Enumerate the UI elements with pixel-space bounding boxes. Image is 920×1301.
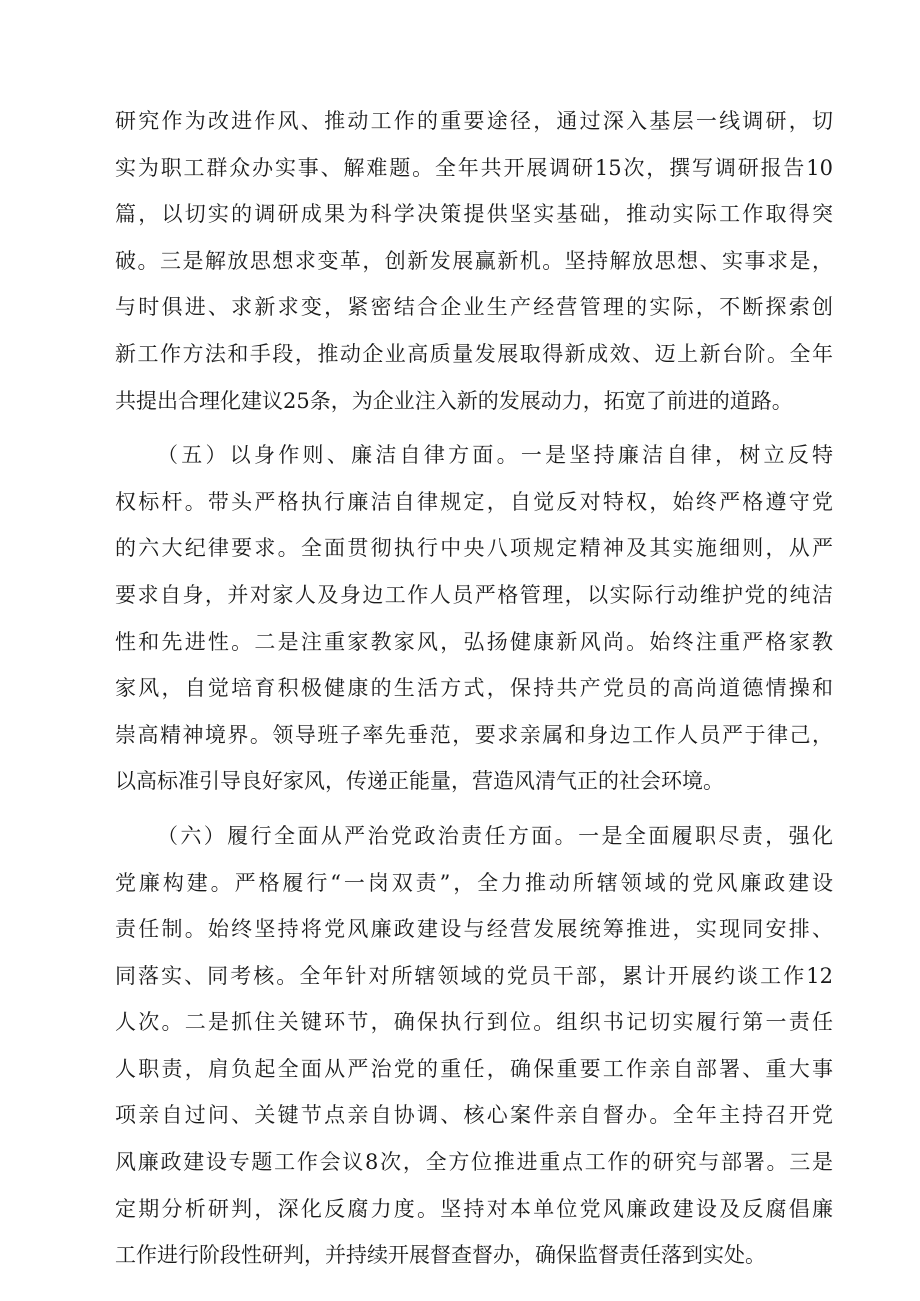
paragraph-integrity (115, 432, 833, 805)
text-line: 风廉政建设专题工作会议8次，全方位推进重点工作的研究与部署。三是 (115, 1150, 833, 1175)
text-line: 工作进行阶段性研判，并持续开展督查督办，确保监督责任落到实处。 (115, 1243, 766, 1268)
text-line: 人职责，肩负起全面从严治党的重任，确保重要工作亲自部署、重大事 (115, 1056, 833, 1081)
text-line: 的六大纪律要求。全面贯彻执行中央八项规定精神及其实施细则，从严 (115, 536, 833, 561)
text-line: 党廉构建。严格履行“一岗双责”，全力推动所辖领域的党风廉政建设 (115, 870, 833, 895)
text-line: 共提出合理化建议25条，为企业注入新的发展动力，拓宽了前进的道路。 (115, 388, 793, 413)
text-line: 实为职工群众办实事、解难题。全年共开展调研15次，撰写调研报告10 (115, 155, 833, 180)
text-line: 定期分析研判，深化反腐力度。坚持对本单位党风廉政建设及反腐倡廉 (115, 1196, 833, 1221)
text-line: 以高标准引导良好家风，传递正能量，营造风清气正的社会环境。 (115, 769, 724, 794)
text-line: 责任制。始终坚持将党风廉政建设与经营发展统筹推进，实现同安排、 (115, 917, 833, 942)
text-line: （五）以身作则、廉洁自律方面。一是坚持廉洁自律，树立反特 (157, 443, 833, 468)
text-line: 人次。二是抓住关键环节，确保执行到位。组织书记切实履行第一责任 (115, 1010, 833, 1035)
text-line: 篇，以切实的调研成果为科学决策提供坚实基础，推动实际工作取得突 (115, 202, 833, 227)
text-line: 同落实、同考核。全年针对所辖领域的党员干部，累计开展约谈工作12 (115, 963, 833, 988)
text-line: 与时俱进、求新求变，紧密结合企业生产经营管理的实际，不断探索创 (115, 295, 833, 320)
text-line: 新工作方法和手段，推动企业高质量发展取得新成效、迈上新台阶。全年 (115, 341, 833, 366)
text-line: 项亲自过问、关键节点亲自协调、核心案件亲自督办。全年主持召开党 (115, 1103, 833, 1128)
body-text (115, 98, 833, 1279)
text-line: 要求自身，并对家人及身边工作人员严格管理，以实际行动维护党的纯洁 (115, 582, 833, 607)
text-line: 权标杆。带头严格执行廉洁自律规定，自觉反对特权，始终严格遵守党 (115, 489, 833, 514)
text-line: 家风，自觉培育积极健康的生活方式，保持共产党员的高尚道德情操和 (115, 676, 833, 701)
paragraph-research (115, 98, 833, 424)
text-line: 性和先进性。二是注重家教家风，弘扬健康新风尚。始终注重严格家教 (115, 629, 833, 654)
text-line: 研究作为改进作风、推动工作的重要途径，通过深入基层一线调研，切 (115, 109, 833, 133)
text-line: 破。三是解放思想求变革，创新发展赢新机。坚持解放思想、实事求是， (115, 248, 833, 273)
text-line: （六）履行全面从严治党政治责任方面。一是全面履职尽责，强化 (157, 823, 833, 848)
paragraph-responsibility (115, 813, 833, 1279)
text-line: 崇高精神境界。领导班子率先垂范，要求亲属和身边工作人员严于律己， (115, 722, 833, 747)
